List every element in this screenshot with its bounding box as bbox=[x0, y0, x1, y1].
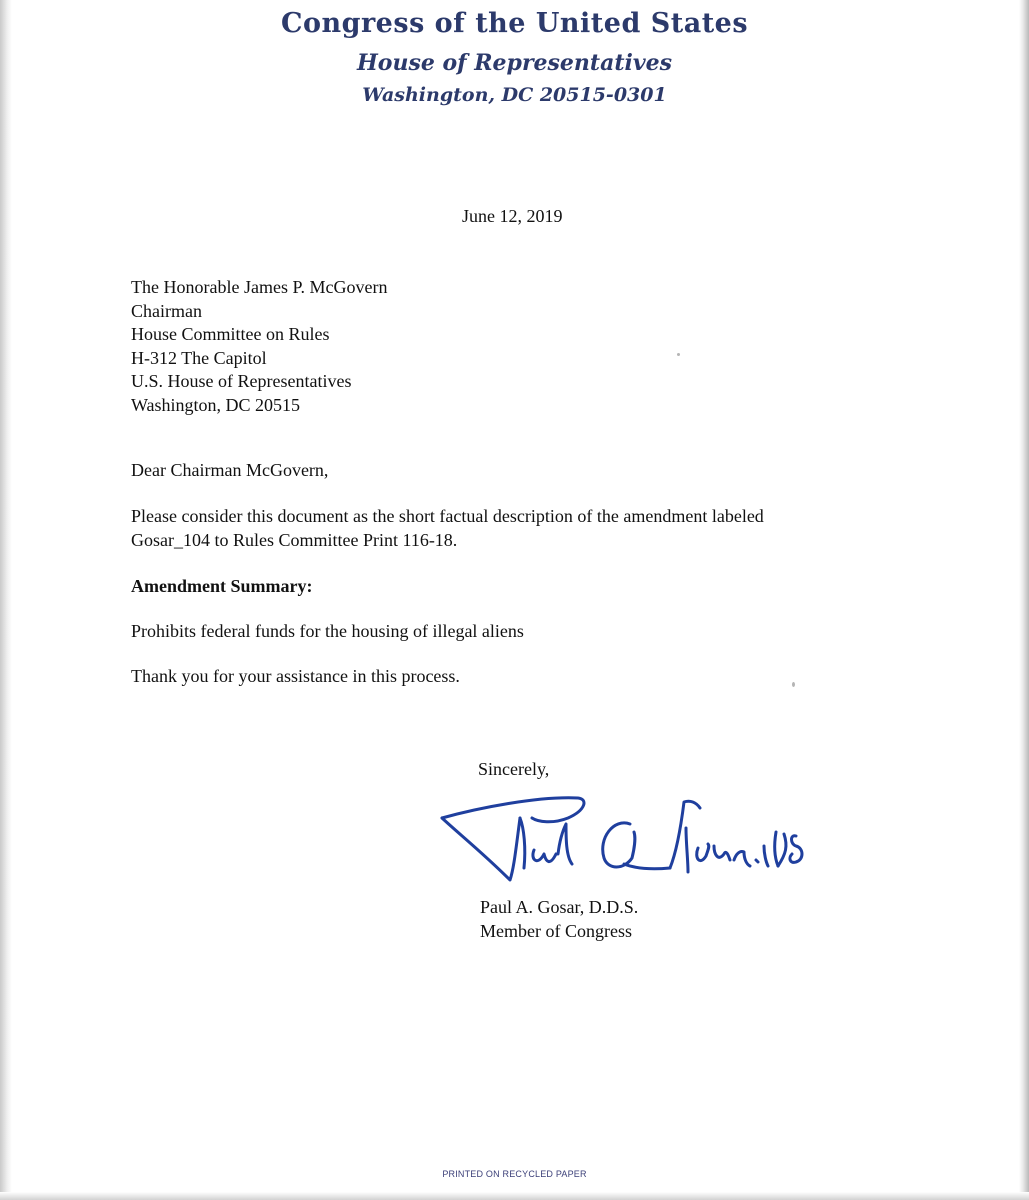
signature-image bbox=[438, 788, 828, 898]
page-shadow-bottom bbox=[0, 1192, 1029, 1200]
address-line: The Honorable James P. McGovern bbox=[131, 277, 388, 297]
page-shadow-right bbox=[1019, 0, 1029, 1200]
letterhead-city: Washington, DC 20515-0301 bbox=[362, 84, 667, 106]
signer-block bbox=[480, 896, 638, 943]
letterhead-title: Congress of the United States bbox=[280, 8, 749, 39]
thanks-line: Thank you for your assistance in this process. bbox=[131, 666, 460, 686]
letterhead-house: House of Representatives bbox=[356, 50, 673, 76]
summary-heading: Amendment Summary: bbox=[131, 576, 313, 596]
address-line: Chairman bbox=[131, 300, 202, 321]
body-paragraph bbox=[131, 505, 764, 552]
recycled-paper-footer: PRINTED ON RECYCLED PAPER bbox=[442, 1169, 587, 1179]
body-line: Please consider this document as the short factual description of the amendment labeled bbox=[131, 506, 764, 526]
address-line: U.S. House of Representatives bbox=[131, 371, 352, 391]
address-line: H-312 The Capitol bbox=[131, 347, 267, 368]
signer-name: Paul A. Gosar, D.D.S. bbox=[480, 897, 639, 917]
recipient-address bbox=[131, 276, 387, 417]
body-line: Gosar_104 to Rules Committee Print 116-18. bbox=[131, 529, 458, 550]
paper-speck bbox=[677, 353, 680, 356]
address-line: Washington, DC 20515 bbox=[131, 394, 301, 415]
paper-speck bbox=[792, 682, 795, 687]
summary-text: Prohibits federal funds for the housing of illegal aliens bbox=[131, 621, 524, 641]
address-line: House Committee on Rules bbox=[131, 324, 330, 344]
salutation: Dear Chairman McGovern, bbox=[131, 460, 329, 480]
letter-date: June 12, 2019 bbox=[462, 206, 563, 226]
page-shadow-left bbox=[0, 0, 12, 1200]
closing: Sincerely, bbox=[478, 759, 550, 779]
signer-title: Member of Congress bbox=[480, 920, 632, 941]
